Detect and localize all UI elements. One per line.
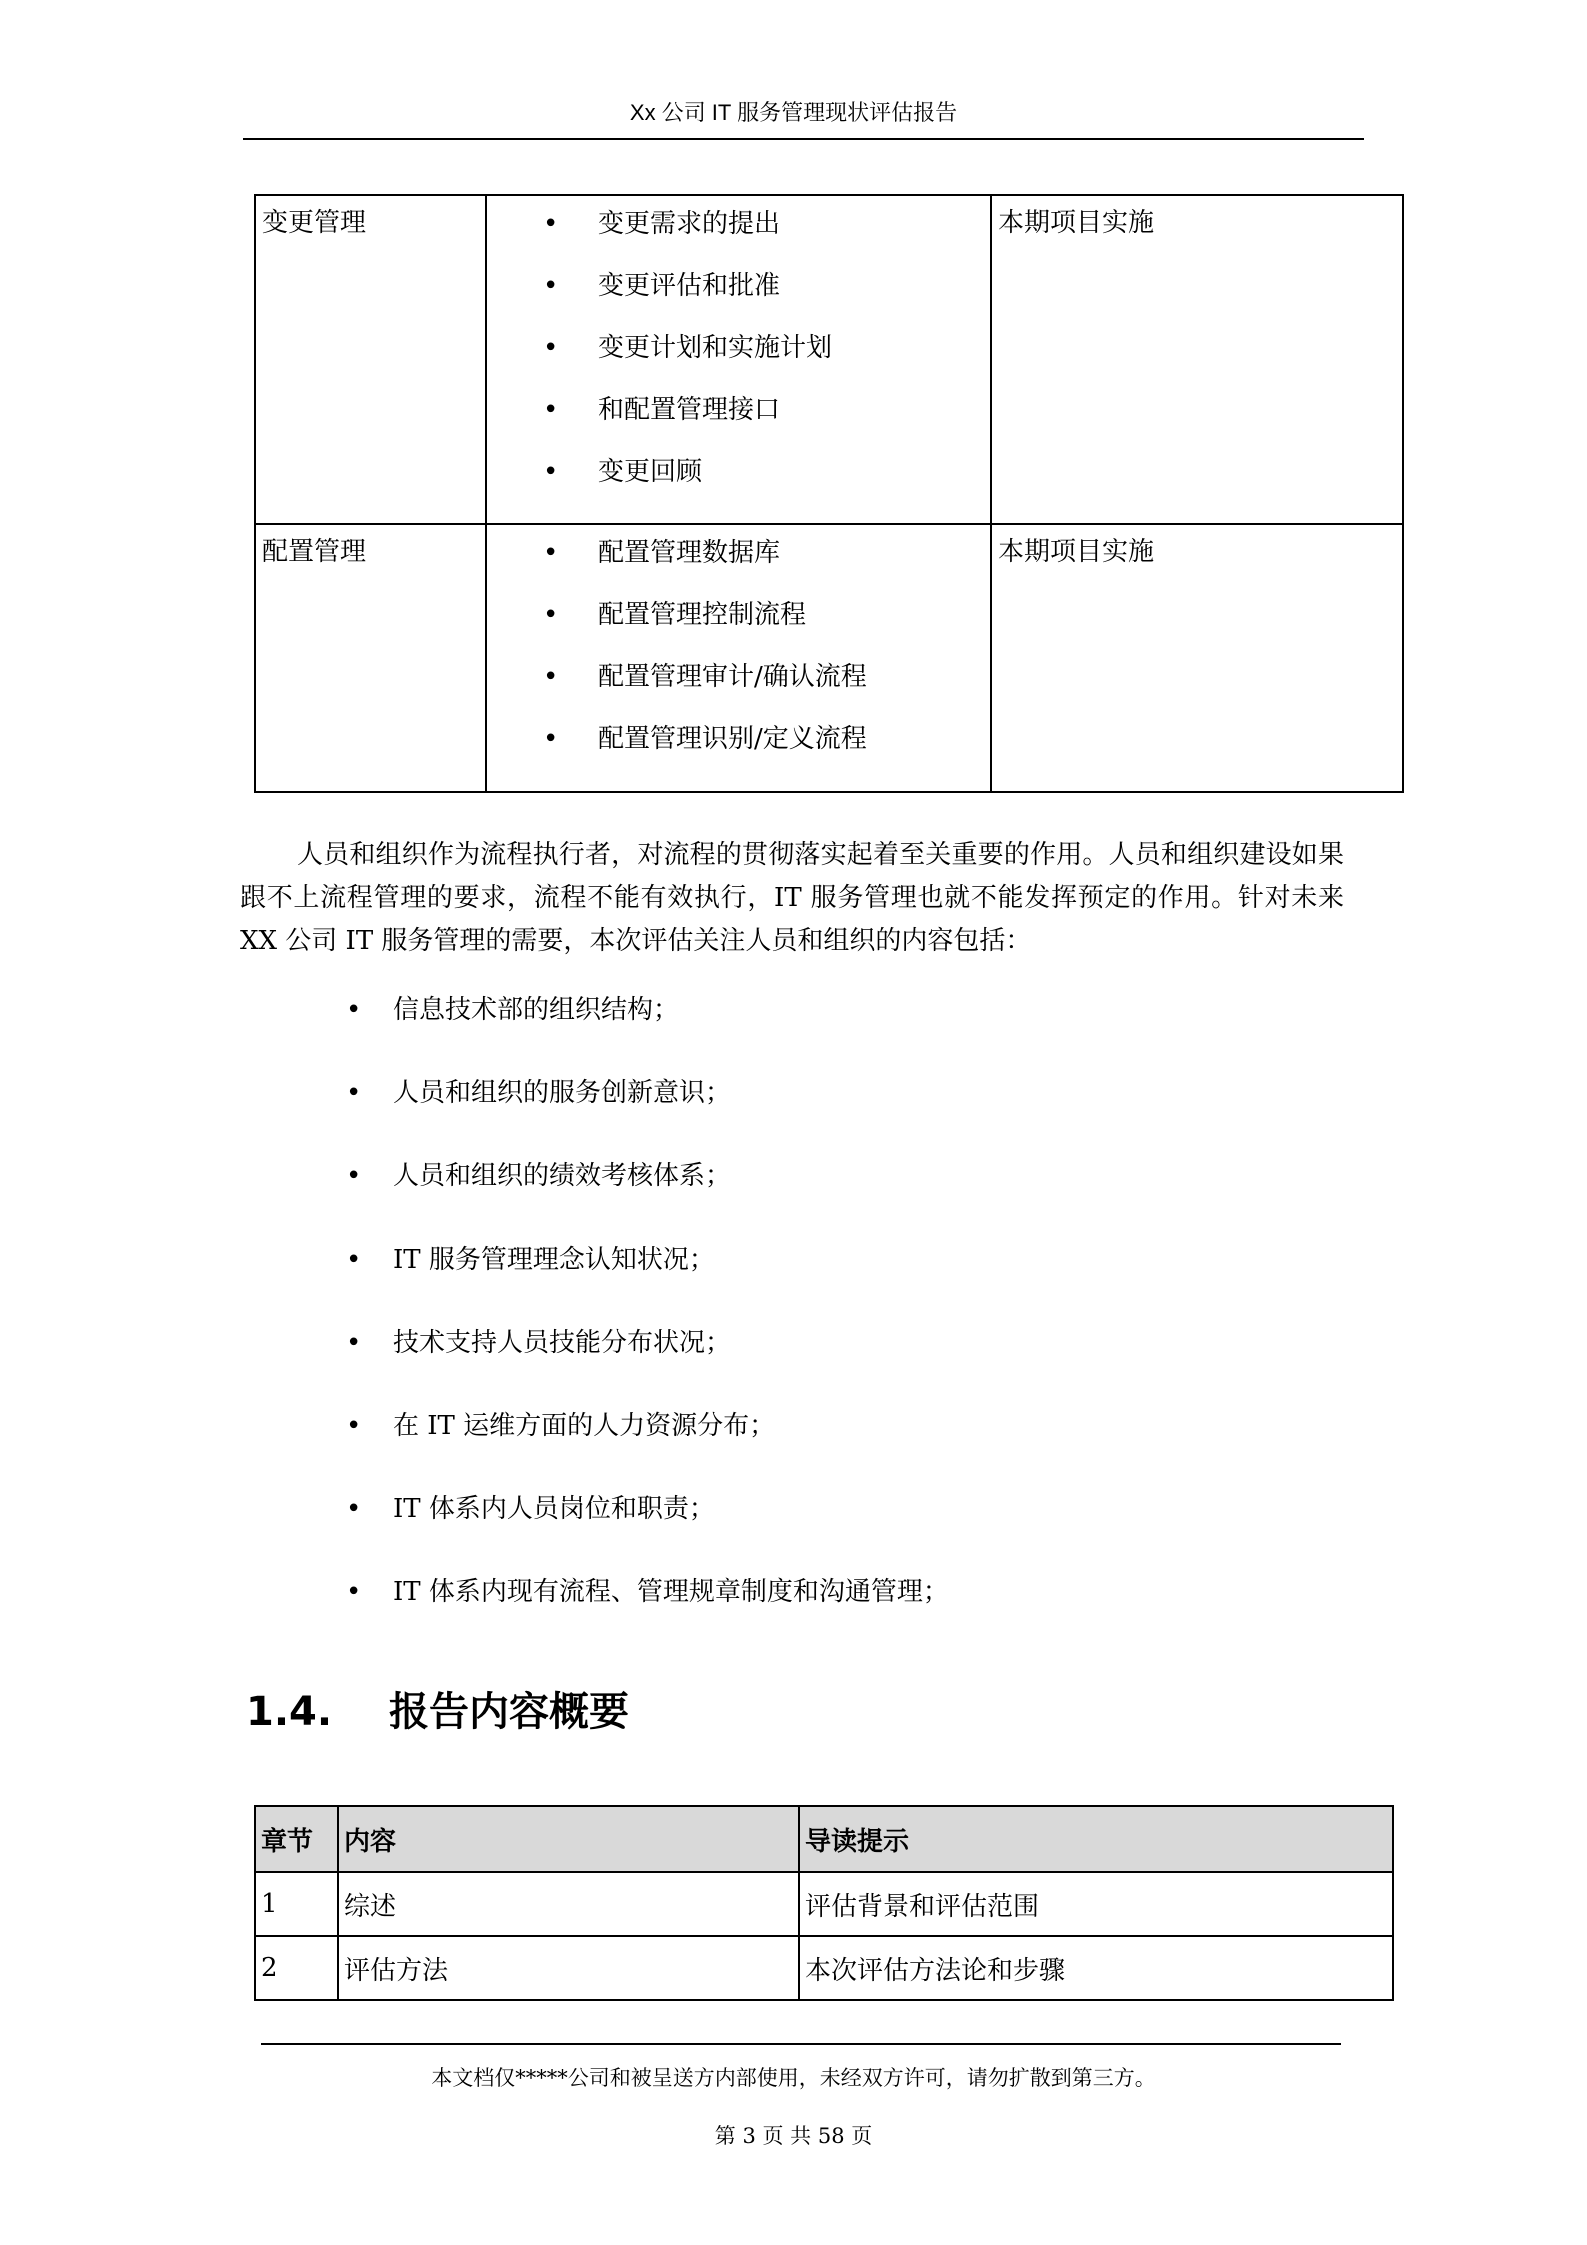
list-item: • IT 体系内人员岗位和职责； [240,1489,949,1572]
list-item: • 配置管理审计/确认流程 [493,657,984,719]
process-status: 本期项目实施 [991,195,1403,524]
column-header: 内容 [338,1806,799,1872]
section-title: 报告内容概要 [389,1689,629,1735]
table-cell: 2 [255,1936,338,2000]
table-row [255,1872,1393,1936]
section-heading [246,1680,629,1737]
table-cell: 本次评估方法论和步骤 [799,1936,1393,2000]
list-item: • 技术支持人员技能分布状况； [240,1323,949,1406]
table-header-row [255,1806,1393,1872]
list-item: • 人员和组织的绩效考核体系； [240,1156,949,1239]
table-row [255,1936,1393,2000]
list-item: • 配置管理识别/定义流程 [493,719,984,781]
table-cell: 1 [255,1872,338,1936]
list-item: • 在 IT 运维方面的人力资源分布； [240,1406,949,1489]
section-number: 1.4. [246,1689,333,1735]
list-item: • IT 服务管理理念认知状况； [240,1240,949,1323]
body-paragraph: 人员和组织作为流程执行者，对流程的贯彻落实起着至关重要的作用。人员和组织建设如果跟不上流程管理的要求，流程不能有效执行，IT 服务管理也就不能发挥预定的作用。针对未来 XX 公司 IT 服务管理的需要，本次评估关注人员和组织的内容包括： [240,840,1344,956]
list-item: • 人员和组织的服务创新意识； [240,1073,949,1156]
process-status: 本期项目实施 [991,524,1403,792]
list-item: • 变更评估和批准 [493,266,984,328]
list-item: • 变更回顾 [493,452,984,514]
footer-notice: 本文档仅*****公司和被呈送方内部使用，未经双方许可，请勿扩散到第三方。 [431,2066,1156,2090]
list-item: • 变更需求的提出 [493,204,984,266]
list-item: • 和配置管理接口 [493,390,984,452]
footer-divider [261,2043,1341,2045]
summary-table [254,1805,1394,2001]
list-item: • 变更计划和实施计划 [493,328,984,390]
list-item: • 配置管理控制流程 [493,595,984,657]
table-cell: 综述 [338,1872,799,1936]
column-header: 章节 [255,1806,338,1872]
process-table [254,194,1404,793]
table-row [255,524,1403,792]
table-cell: 评估方法 [338,1936,799,2000]
table-cell: 评估背景和评估范围 [799,1872,1393,1936]
page-number: 第 3 页 共 58 页 [714,2124,873,2148]
table-row [255,195,1403,524]
list-item: • IT 体系内现有流程、管理规章制度和沟通管理； [240,1572,949,1655]
focus-list [240,990,949,1656]
list-item: • 配置管理数据库 [493,533,984,595]
process-name: 变更管理 [255,195,486,524]
page-header: Xx 公司 IT 服务管理现状评估报告 [629,100,958,125]
list-item: • 信息技术部的组织结构； [240,990,949,1073]
column-header: 导读提示 [799,1806,1393,1872]
process-name: 配置管理 [255,524,486,792]
header-divider [243,138,1364,140]
